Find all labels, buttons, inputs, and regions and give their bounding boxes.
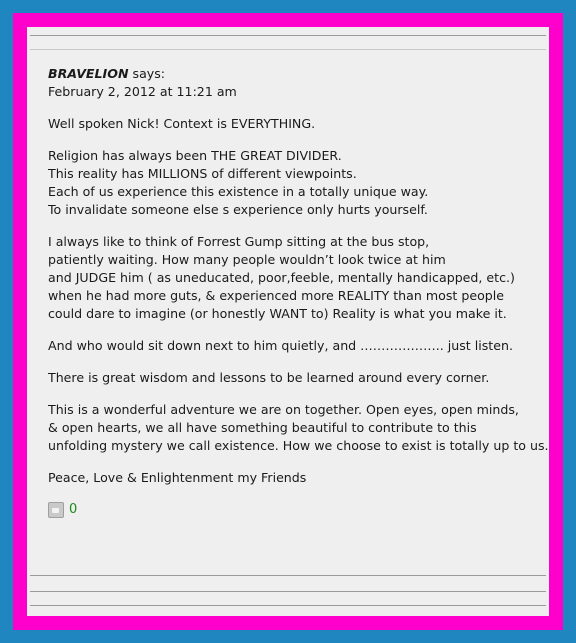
comment-paragraph — [48, 469, 543, 487]
comment-line: Each of us experience this existence in a totally unique way. — [48, 184, 429, 199]
comment-line: This reality has MILLIONS of different viewpoints. — [48, 166, 357, 181]
like-count: 0 — [69, 502, 78, 517]
comment-line: There is great wisdom and lessons to be learned around every corner. — [48, 370, 490, 385]
comment-line: To invalidate someone else s experience only hurts yourself. — [48, 202, 428, 217]
comment-paragraph — [48, 337, 543, 355]
comment-line: when he had more guts, & experienced more REALITY than most people — [48, 288, 505, 303]
comment — [48, 65, 549, 519]
comment-paragraph — [48, 233, 543, 323]
like-area — [48, 501, 543, 519]
comment-line: I always like to think of Forrest Gump sitting at the bus stop, — [48, 234, 430, 249]
comment-paragraph — [48, 147, 543, 219]
top-divider — [30, 35, 546, 36]
comment-line: and JUDGE him ( as uneducated, poor,feeble, mentally handicapped, etc.) — [48, 270, 515, 285]
comment-paragraph — [48, 369, 543, 387]
comment-line: And who would sit down next to him quietly, and ……………….. just listen. — [48, 338, 513, 353]
comment-author[interactable]: BRAVELION — [48, 66, 129, 81]
bottom-divider-3 — [30, 605, 546, 606]
top-divider-light — [30, 49, 546, 50]
comment-panel — [27, 27, 549, 616]
bottom-divider-2 — [30, 591, 546, 592]
comment-line: unfolding mystery we call existence. How we choose to exist is totally up to us. — [48, 438, 549, 453]
comment-line: This is a wonderful adventure we are on together. Open eyes, open minds, — [48, 402, 519, 417]
thumbs-up-icon[interactable] — [48, 502, 64, 518]
comment-line: could dare to imagine (or honestly WANT to) Reality is what you make it. — [48, 306, 507, 321]
bottom-divider — [30, 575, 546, 576]
says-label: says: — [132, 66, 166, 81]
comment-line: & open hearts, we all have something beautiful to contribute to this — [48, 420, 477, 435]
comment-paragraph — [48, 401, 549, 455]
comment-line: Peace, Love & Enlightenment my Friends — [48, 470, 307, 485]
comment-line: Well spoken Nick! Context is EVERYTHING. — [48, 116, 316, 131]
comment-body — [48, 115, 549, 487]
comment-line: Religion has always been THE GREAT DIVIDER. — [48, 148, 342, 163]
comment-date[interactable]: February 2, 2012 at 11:21 am — [48, 84, 237, 99]
comment-line: patiently waiting. How many people wouldn’t look twice at him — [48, 252, 446, 267]
comment-author-line — [48, 65, 543, 83]
comment-paragraph — [48, 115, 543, 133]
